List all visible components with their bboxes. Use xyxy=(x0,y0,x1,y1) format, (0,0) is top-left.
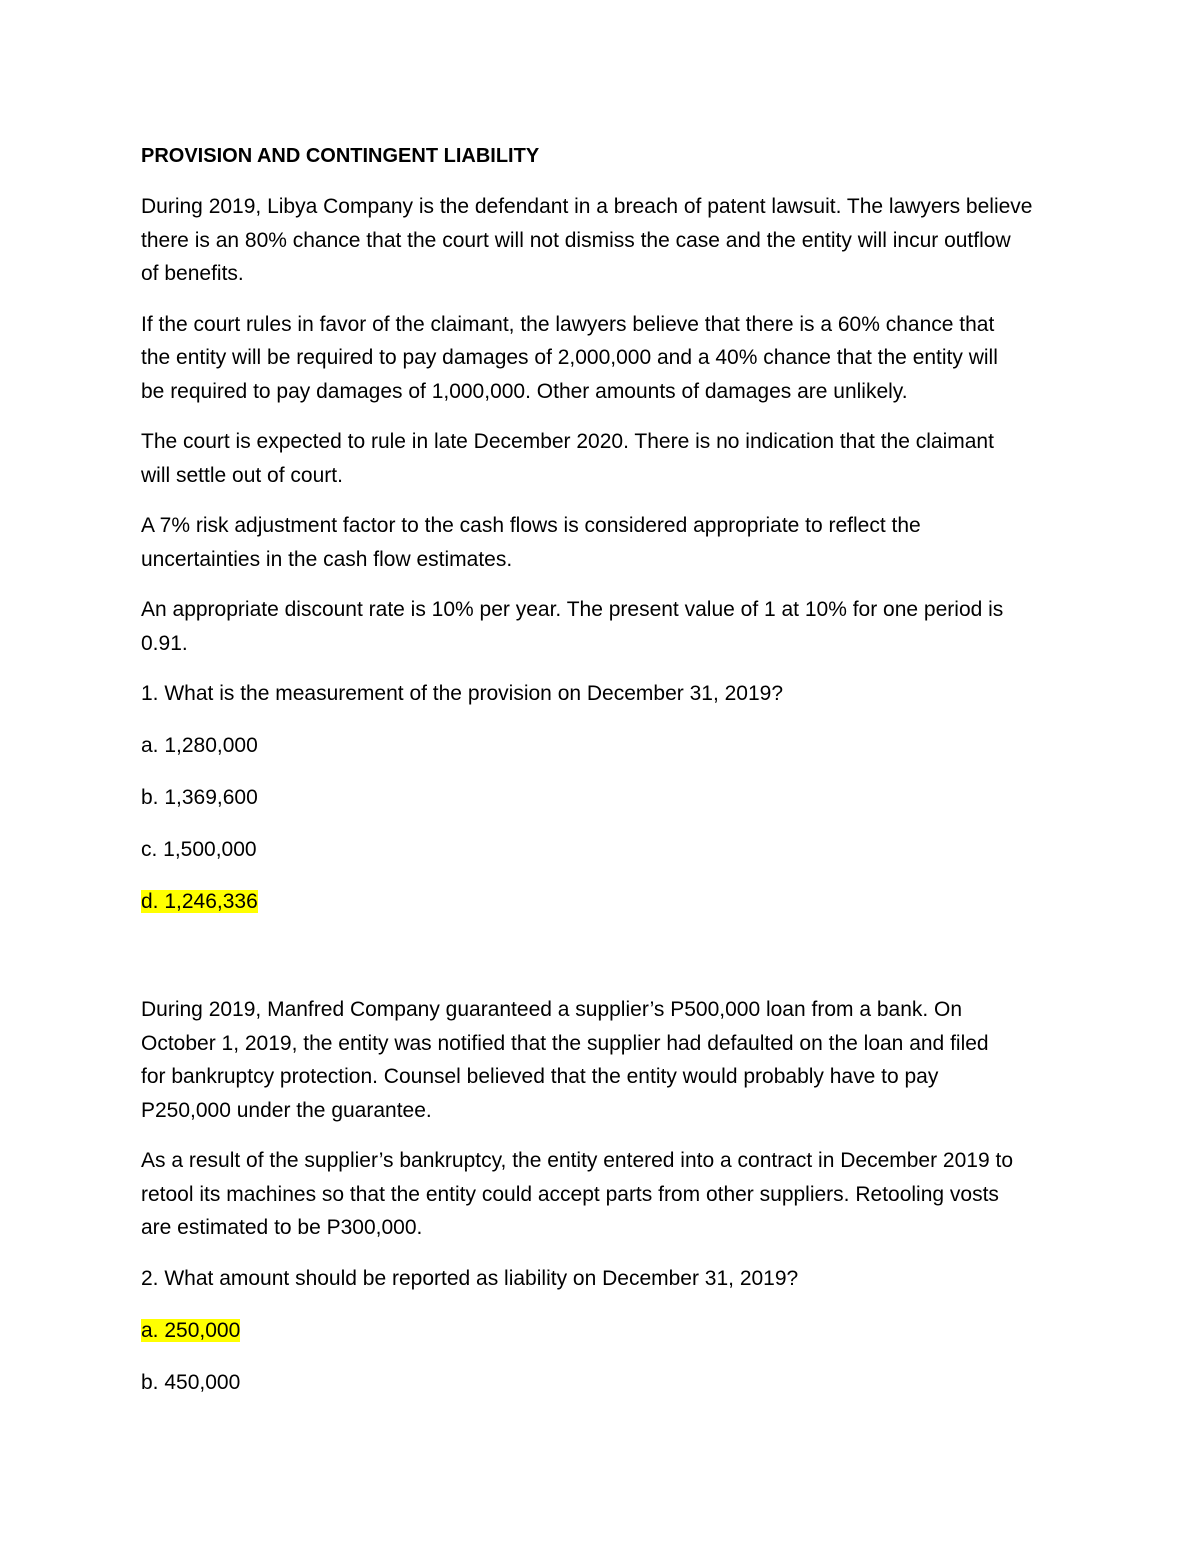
problem1-paragraph-2 xyxy=(141,308,1061,409)
question-2-option-b xyxy=(141,1366,1061,1400)
text-line: 0.91. xyxy=(141,631,188,655)
text-line: The court is expected to rule in late December 2020. There is no indication that the claimant xyxy=(141,430,994,453)
text-line: P250,000 under the guarantee. xyxy=(141,1098,432,1122)
text-line: October 1, 2019, the entity was notified that the supplier had defaulted on the loan and filed xyxy=(141,1031,989,1055)
document-title: PROVISION AND CONTINGENT LIABILITY xyxy=(141,145,540,167)
text-line: uncertainties in the cash flow estimates. xyxy=(141,547,513,571)
text-line: During 2019, Manfred Company guaranteed a supplier’s P500,000 loan from a bank. On xyxy=(141,998,963,1021)
text-line: If the court rules in favor of the claimant, the lawyers believe that there is a 60% chance that xyxy=(141,312,995,336)
question-2: 2. What amount should be reported as liability on December 31, 2019? xyxy=(141,1266,799,1290)
option-text: c. 1,500,000 xyxy=(141,838,257,861)
question-1-option-c xyxy=(141,833,1061,867)
problem1-paragraph-1 xyxy=(141,190,1061,291)
text-line: A 7% risk adjustment factor to the cash flows is considered appropriate to reflect the xyxy=(141,514,921,537)
option-text: b. 1,369,600 xyxy=(141,786,258,809)
text-line: of benefits. xyxy=(141,262,244,285)
text-line: are estimated to be P300,000. xyxy=(141,1216,423,1239)
highlighted-answer: d. 1,246,336 xyxy=(141,890,258,913)
text-line: retool its machines so that the entity could accept parts from other suppliers. Retooling vosts xyxy=(141,1182,999,1206)
option-text: a. 1,280,000 xyxy=(141,734,258,757)
text-line: As a result of the supplier’s bankruptcy, the entity entered into a contract in December 2019 to xyxy=(141,1149,1013,1172)
text-line: will settle out of court. xyxy=(141,463,343,487)
problem2-paragraph-2 xyxy=(141,1144,1061,1245)
problem2-paragraph-1 xyxy=(141,993,1061,1127)
question-1-option-a xyxy=(141,729,1061,763)
question-2-option-a-answer xyxy=(141,1314,1061,1348)
spacer xyxy=(141,937,1061,993)
text-line: be required to pay damages of 1,000,000. Other amounts of damages are unlikely. xyxy=(141,379,908,403)
document-page xyxy=(141,138,1061,1418)
highlighted-answer: a. 250,000 xyxy=(141,1318,241,1342)
problem1-paragraph-3 xyxy=(141,425,1061,492)
text-line: During 2019, Libya Company is the defendant in a breach of patent lawsuit. The lawyers believe xyxy=(141,195,1033,218)
text-line: for bankruptcy protection. Counsel believed that the entity would probably have to pay xyxy=(141,1065,939,1088)
question-1: 1. What is the measurement of the provision on December 31, 2019? xyxy=(141,682,784,705)
text-line: An appropriate discount rate is 10% per year. The present value of 1 at 10% for one period is xyxy=(141,598,1004,621)
option-text: b. 450,000 xyxy=(141,1370,241,1394)
text-line: the entity will be required to pay damages of 2,000,000 and a 40% chance that the entity will xyxy=(141,346,998,369)
text-line: there is an 80% chance that the court will not dismiss the case and the entity will incur outflow xyxy=(141,228,1011,252)
problem1-paragraph-4 xyxy=(141,509,1061,576)
question-1-option-b xyxy=(141,781,1061,815)
question-1-option-d-answer xyxy=(141,885,1061,919)
problem1-paragraph-5 xyxy=(141,593,1061,660)
